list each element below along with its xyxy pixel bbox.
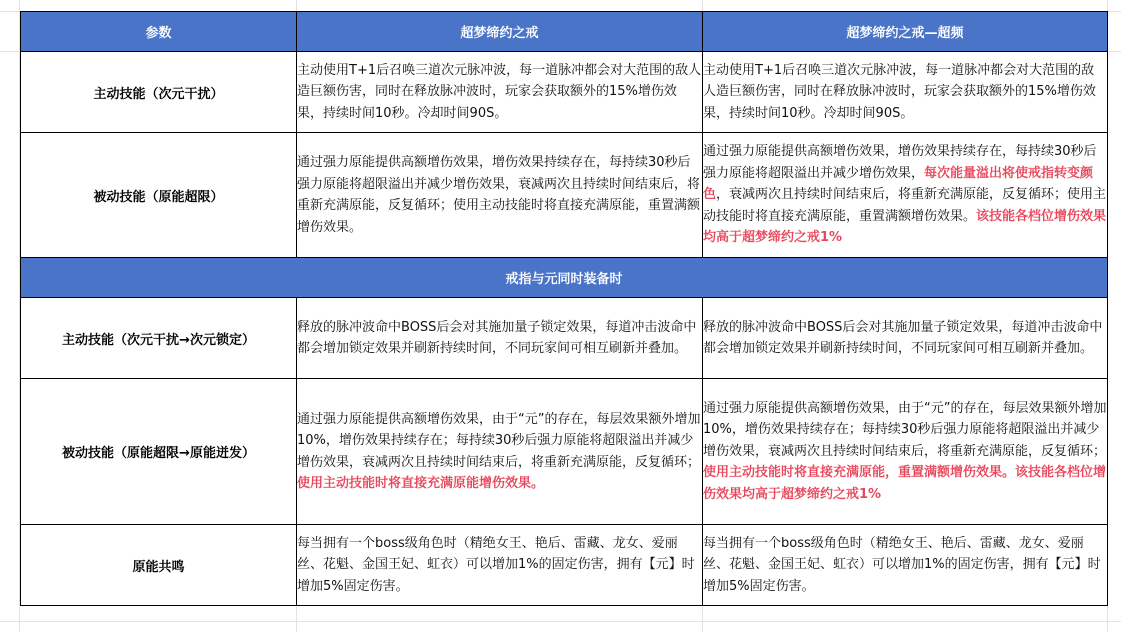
overclock-cell[interactable] xyxy=(703,379,1108,525)
highlight-text: 使用主动技能时将直接充满原能，重置满额增伤效果。该技能各档位增伤效果均高于超梦缔约之戒1% xyxy=(703,465,1107,502)
cell-text: 通过强力原能提供高额增伤效果，增伤效果持续存在，每持续30秒后强力原能将超限溢出并减少增伤效果，衰减两次且持续时间结束后，将重新充满原能，反复循环；使用主动技能时将直接充满原能，重置满额增伤效果。 xyxy=(297,155,701,235)
ring-cell[interactable] xyxy=(297,133,703,258)
section-header-row xyxy=(21,258,1108,298)
header-param[interactable]: 参数 xyxy=(21,12,297,52)
cell-text: 通过强力原能提供高额增伤效果，由于“元”的存在，每层效果额外增加10%，增伤效果持续存在；每持续30秒后强力原能将超限溢出并减少增伤效果，衰减两次且持续时间结束后，将重新充满原能，反复循环； xyxy=(297,411,701,470)
section-title[interactable]: 戒指与元同时装备时 xyxy=(21,258,1108,298)
ring-cell[interactable] xyxy=(297,298,703,379)
table-row xyxy=(21,52,1108,133)
highlight-text: 使用主动技能时将直接充满原能增伤效果。 xyxy=(297,476,545,491)
row-label[interactable]: 被动技能（原能超限） xyxy=(21,133,297,258)
table-row xyxy=(21,133,1108,258)
highlight-text: 每次能量溢出将使戒指转变颜色 xyxy=(703,165,1094,203)
ring-cell[interactable] xyxy=(297,52,703,133)
cell-text: 释放的脉冲波命中BOSS后会对其施加量子锁定效果，每道冲击波命中都会增加锁定效果并刷新持续时间，不同玩家间可相互刷新并叠加。 xyxy=(297,319,697,356)
cell-text: ，衰减两次且持续时间结束后，将重新充满原能，反复循环；使用主动技能时将直接充满原能，重置满额增伤效果。 xyxy=(703,187,1107,224)
row-label[interactable]: 主动技能（次元干扰） xyxy=(21,52,297,133)
cell-text: 每当拥有一个boss级角色时（精绝女王、艳后、雷藏、龙女、爱丽丝、花魁、金国王妃、虹衣）可以增加1%的固定伤害，拥有【元】时增加5%固定伤害。 xyxy=(297,535,695,594)
cell-text: 通过强力原能提供高额增伤效果，由于“元”的存在，每层效果额外增加10%，增伤效果持续存在；每持续30秒后强力原能将超限溢出并减少增伤效果，衰减两次且持续时间结束后，将重新充满原能，反复循环； xyxy=(703,400,1107,459)
skill-comparison-table xyxy=(20,11,1108,606)
highlight-text: 该技能各档位增伤效果均高于超梦缔约之戒1% xyxy=(703,208,1107,246)
cell-text: 每当拥有一个boss级角色时（精绝女王、艳后、雷藏、龙女、爱丽丝、花魁、金国王妃、虹衣）可以增加1%的固定伤害，拥有【元】时增加5%固定伤害。 xyxy=(703,535,1101,594)
cell-text: 主动使用T+1后召唤三道次元脉冲波，每一道脉冲都会对大范围的敌人造巨额伤害，同时在释放脉冲波时，玩家会获取额外的15%增伤效果，持续时间10秒。冷却时间90S。 xyxy=(297,62,702,121)
sheet-gridline xyxy=(0,621,1121,622)
overclock-cell[interactable] xyxy=(703,133,1108,258)
table-row xyxy=(21,298,1108,379)
row-label[interactable]: 被动技能（原能超限→原能迸发） xyxy=(21,379,297,525)
row-label[interactable]: 主动技能（次元干扰→次元锁定） xyxy=(21,298,297,379)
cell-text: 释放的脉冲波命中BOSS后会对其施加量子锁定效果，每道冲击波命中都会增加锁定效果并刷新持续时间，不同玩家间可相互刷新并叠加。 xyxy=(703,319,1103,356)
cell-text: 通过强力原能提供高额增伤效果，增伤效果持续存在，每持续30秒后强力原能将超限溢出并减少增伤效果， xyxy=(703,144,1097,181)
table-row xyxy=(21,525,1108,606)
header-ring-overclock[interactable]: 超梦缔约之戒—超频 xyxy=(703,12,1108,52)
ring-cell[interactable] xyxy=(297,379,703,525)
overclock-cell[interactable] xyxy=(703,298,1108,379)
overclock-cell[interactable] xyxy=(703,525,1108,606)
table-header-row xyxy=(21,12,1108,52)
row-label[interactable]: 原能共鸣 xyxy=(21,525,297,606)
cell-text: 主动使用T+1后召唤三道次元脉冲波，每一道脉冲都会对大范围的敌人造巨额伤害，同时在释放脉冲波时，玩家会获取额外的15%增伤效果，持续时间10秒。冷却时间90S。 xyxy=(703,62,1096,121)
table-row xyxy=(21,379,1108,525)
ring-cell[interactable] xyxy=(297,525,703,606)
header-ring[interactable]: 超梦缔约之戒 xyxy=(297,12,703,52)
overclock-cell[interactable] xyxy=(703,52,1108,133)
